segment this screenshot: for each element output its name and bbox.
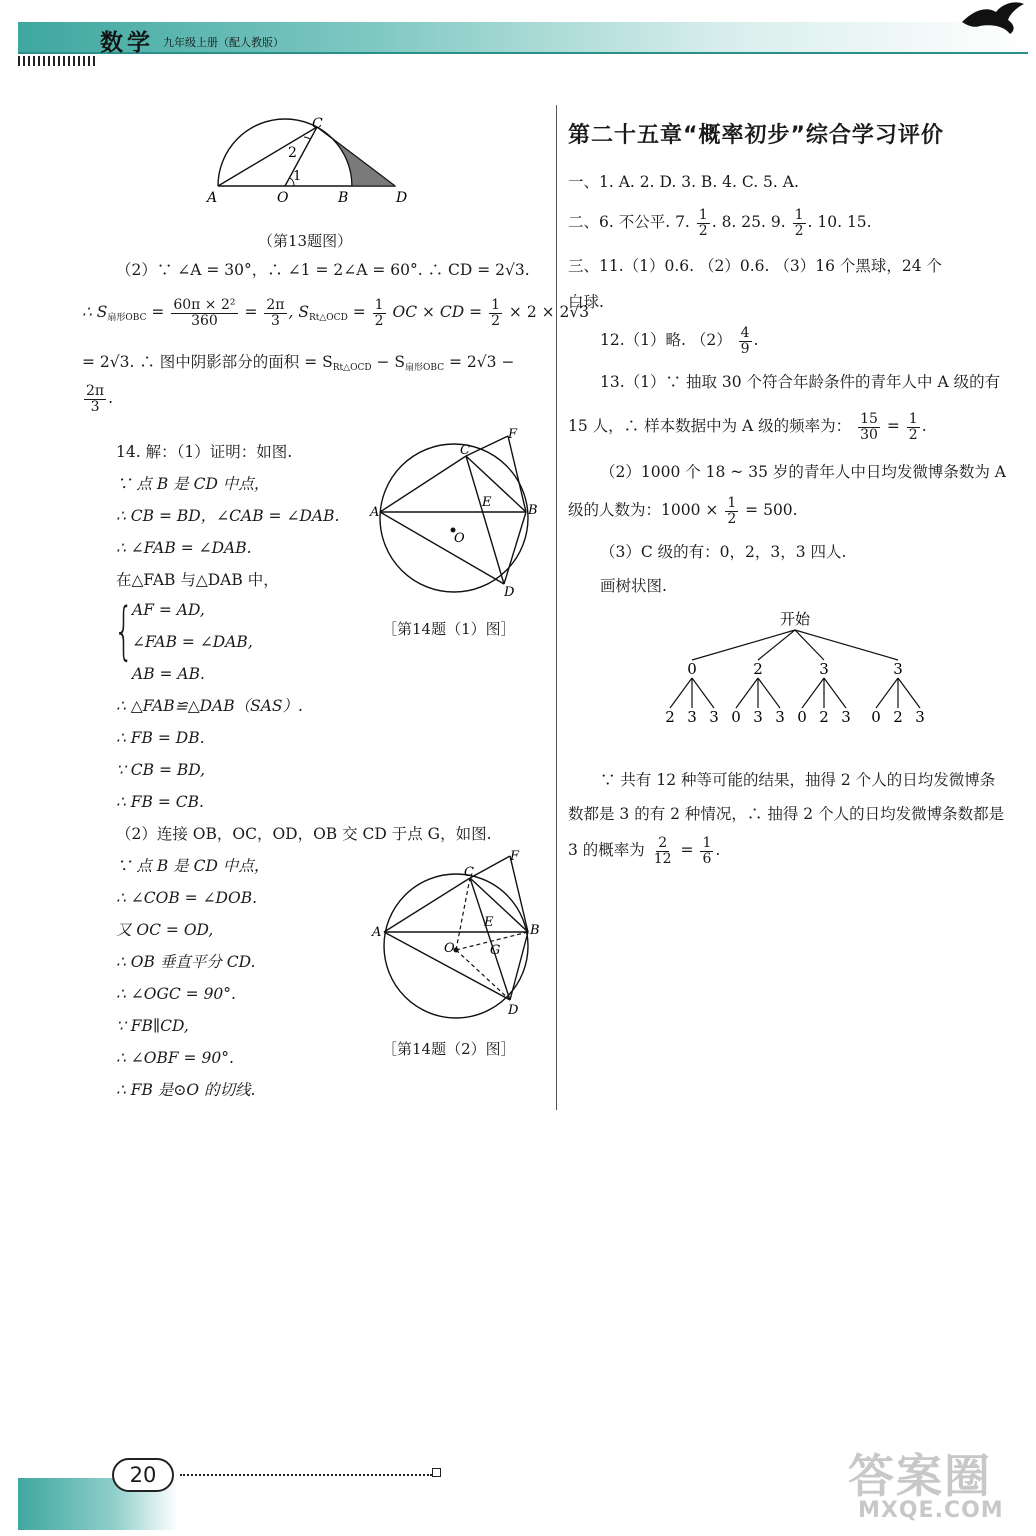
s13-frac3 xyxy=(725,496,738,527)
tree-node-l2: 3 xyxy=(775,708,785,726)
frac-den: 3 xyxy=(270,312,280,329)
s13-l9-c: . xyxy=(715,841,721,859)
p14-line5: 在△FAB 与△DAB 中， xyxy=(116,571,279,589)
tree-branch-l1 xyxy=(758,630,795,660)
watermark xyxy=(848,1440,1028,1530)
p13-frac5 xyxy=(84,384,106,415)
frac-den: 6 xyxy=(702,850,712,867)
p14-line1: 14. 解：（1）证明：如图. xyxy=(116,443,293,461)
p13-ocxcd: OC × CD = xyxy=(392,303,483,321)
tree-nodes xyxy=(665,660,925,726)
tree-node-l2: 2 xyxy=(665,708,675,726)
fig14-1-caption: ［第14题（1）图］ xyxy=(382,620,516,638)
brace-symbol: { xyxy=(113,594,134,667)
tree-root: 开始 xyxy=(779,610,811,628)
fig13-caption: （第13题图） xyxy=(258,232,353,250)
frac-den: 9 xyxy=(740,340,750,357)
p14-line8: ∵ CB = BD, xyxy=(116,761,206,779)
fig14-2-label-g: G xyxy=(490,943,501,958)
fig14-2-label-f: F xyxy=(510,849,520,864)
tree-node-l2: 2 xyxy=(819,708,829,726)
frac-num: 1 xyxy=(794,206,804,223)
frac-num: 1 xyxy=(374,296,384,313)
frac-den: 360 xyxy=(191,312,218,329)
s13-frac5 xyxy=(700,836,713,867)
p13-product: × 2 × 2√3 xyxy=(508,303,590,321)
s13-l2-b: = xyxy=(886,417,900,435)
p13-l3-sub1: Rt△OCD xyxy=(332,363,372,373)
frac-num: 1 xyxy=(698,206,708,223)
answers-13-line3: （2）1000 个 18 ~ 35 岁的青年人中日均发微博条数为 A xyxy=(600,463,1006,481)
fig13-label-angle1: 1 xyxy=(293,169,302,184)
p14-line16: ∵ FB∥CD, xyxy=(116,1017,189,1035)
fig14-1-label-c: C xyxy=(460,443,470,458)
p13-s-label2: , S xyxy=(288,303,309,321)
p14-line14: ∴ OB 垂直平分 CD. xyxy=(116,953,256,971)
tree-node-l2: 0 xyxy=(797,708,807,726)
frac-num: 1 xyxy=(908,410,918,427)
tree-branch-l2 xyxy=(876,678,898,708)
p13-eq3: = xyxy=(352,303,366,321)
p14-line7: ∴ FB = DB. xyxy=(116,729,205,747)
fig14-2-label-c: C xyxy=(464,865,474,880)
answers-13-line4 xyxy=(568,494,798,527)
s2-part-c: . 10. 15. xyxy=(807,213,872,231)
p14-line18: ∴ FB 是⊙O 的切线. xyxy=(116,1081,256,1099)
frac-num: 1 xyxy=(491,296,500,313)
fig14-1-label-f: F xyxy=(508,427,518,442)
frac-den: 3 xyxy=(90,398,100,415)
s2-frac2 xyxy=(793,208,806,239)
tree-branch-l2 xyxy=(824,678,846,708)
p14-brace-2: ∠FAB = ∠DAB, xyxy=(132,633,253,651)
tree-branch-l2 xyxy=(802,678,824,708)
p13-frac2 xyxy=(264,298,286,329)
p13-line1: （2）∵ ∠A = 30°，∴ ∠1 = 2∠A = 60°. ∴ CD = 2√3. xyxy=(116,261,530,279)
s13-frac1 xyxy=(858,412,880,443)
tree-node-l2: 0 xyxy=(871,708,881,726)
s13-l9-b: = xyxy=(680,841,694,859)
frac-num: 60π × 2² xyxy=(173,296,236,313)
p14-brace-3: AB = AB. xyxy=(132,665,205,683)
fig14-1-label-d: D xyxy=(504,585,515,600)
p13-frac4 xyxy=(489,298,502,329)
p13-line3 xyxy=(82,346,514,384)
s13-l2-c: . xyxy=(921,417,927,435)
tree-node-l1: 3 xyxy=(819,660,829,678)
fig14-2-label-a: A xyxy=(372,925,382,940)
p14-line13: 又 OC = OD, xyxy=(116,921,214,939)
frac-num: 4 xyxy=(740,324,750,341)
p14-line2: ∵ 点 B 是 CD 中点， xyxy=(116,475,270,493)
s12-part-b: . xyxy=(753,331,759,349)
frac-num: 1 xyxy=(727,494,737,511)
p13-l3c: = 2√3 − xyxy=(444,353,515,371)
p13-frac1 xyxy=(171,298,237,329)
tree-branch-l2 xyxy=(670,678,692,708)
fig13-label-b: B xyxy=(338,190,349,206)
frac-den: 30 xyxy=(860,426,878,443)
tree-branch-l2 xyxy=(736,678,758,708)
s12-part-a: 12.（1）略. （2） xyxy=(600,331,732,349)
p13-l3b: − S xyxy=(371,353,406,371)
p14-line15: ∴ ∠OGC = 90°. xyxy=(116,985,236,1003)
fig13-label-o: O xyxy=(277,190,289,206)
tree-node-l1: 0 xyxy=(687,660,697,678)
page-number: 20 xyxy=(112,1458,174,1492)
p14-line10: （2）连接 OB，OC，OD，OB 交 CD 于点 G，如图. xyxy=(116,825,492,843)
footer-end-square xyxy=(432,1468,441,1477)
fig14-2-caption: ［第14题（2）图］ xyxy=(382,1040,516,1058)
s2-part-a: 二、6. 不公平. 7. xyxy=(568,213,690,231)
barcode-strip xyxy=(18,56,96,66)
tree-node-l2: 2 xyxy=(893,708,903,726)
fig14-1-label-o: O xyxy=(454,531,465,546)
p13-frac3 xyxy=(373,298,386,329)
frac-num: 2π xyxy=(86,382,105,399)
tree-node-l1: 3 xyxy=(893,660,903,678)
frac-num: 15 xyxy=(860,410,878,427)
frac-den: 2 xyxy=(374,312,384,329)
p14-line11: ∵ 点 B 是 CD 中点， xyxy=(116,857,270,875)
answers-11-line2: 白球. xyxy=(568,293,604,311)
answers-section-2 xyxy=(568,206,872,239)
p14-line4: ∴ ∠FAB = ∠DAB. xyxy=(116,539,252,557)
answers-13-line6: 画树状图. xyxy=(600,577,667,595)
tree-branch-l1 xyxy=(795,630,898,660)
fig14-2-label-b: B xyxy=(530,923,540,938)
p13-l3-sub2: 扇形OBC xyxy=(405,363,445,373)
p14-line12: ∴ ∠COB = ∠DOB. xyxy=(116,889,258,907)
frac-num: 1 xyxy=(702,834,712,851)
s13-frac2 xyxy=(907,412,920,443)
p13-line2 xyxy=(82,296,589,334)
tree-branches xyxy=(670,630,920,708)
fig14-2-label-o: O xyxy=(444,941,455,956)
chapter-title: 第二十五章“概率初步”综合学习评价 xyxy=(568,123,944,148)
fig14-1-label-a: A xyxy=(370,505,380,520)
p14-brace-1: AF = AD, xyxy=(132,601,205,619)
grade-edition: 九年级上册（配人教版） xyxy=(163,36,284,49)
fig13-label-d: D xyxy=(396,190,408,206)
subject-title: 数学 xyxy=(100,30,154,56)
answers-13-line9 xyxy=(568,834,720,867)
fig13-label-c: C xyxy=(312,116,323,132)
fig13-label-angle2: 2 xyxy=(288,145,297,161)
s13-l4-a: 级的人数为：1000 × xyxy=(568,501,719,519)
column-divider xyxy=(556,105,557,1110)
p14-line9: ∴ FB = CB. xyxy=(116,793,204,811)
tree-diagram xyxy=(650,606,940,732)
s13-l9-a: 3 的概率为 xyxy=(568,841,645,859)
s2-frac1 xyxy=(697,208,710,239)
frac-den: 2 xyxy=(491,312,500,329)
tree-node-l2: 3 xyxy=(709,708,719,726)
s2-part-b: . 8. 25. 9. xyxy=(711,213,786,231)
bird-logo-icon xyxy=(960,0,1026,40)
tree-branch-l2 xyxy=(758,678,780,708)
s12-frac xyxy=(739,326,752,357)
answers-11-line1: 三、11.（1）0.6. （2）0.6. （3）16 个黑球，24 个 xyxy=(568,257,943,275)
p13-l4-end: . xyxy=(108,389,114,407)
figure-13 xyxy=(200,112,420,212)
answers-13-line5: （3）C 级的有：0，2，3，3 四人. xyxy=(600,543,847,561)
tree-node-l2: 3 xyxy=(915,708,925,726)
answers-13-line2 xyxy=(568,410,927,443)
tree-node-l2: 3 xyxy=(753,708,763,726)
answers-13-line8: 数都是 3 的有 2 种情况，∴ 抽得 2 个人的日均发微博条数都是 xyxy=(568,805,1005,823)
frac-den: 2 xyxy=(794,222,804,239)
figure-14-1 xyxy=(368,424,548,602)
header-rule xyxy=(18,52,1028,54)
p13-line4 xyxy=(82,382,113,415)
fig13-label-a: A xyxy=(207,190,218,206)
frac-den: 2 xyxy=(698,222,708,239)
frac-num: 2 xyxy=(658,834,668,851)
fig14-2-label-d: D xyxy=(508,1003,519,1018)
fig14-1-label-e: E xyxy=(482,495,492,510)
p13-s-label: ∴ S xyxy=(82,303,108,321)
watermark-url: MXQE.COM xyxy=(858,1498,1004,1523)
tree-branch-l1 xyxy=(692,630,795,660)
figure-14-2 xyxy=(368,848,548,1026)
tree-node-l2: 0 xyxy=(731,708,741,726)
tree-node-l2: 3 xyxy=(687,708,697,726)
answers-13-line1: 13.（1）∵ 抽取 30 个符合年龄条件的青年人中 A 级的有 xyxy=(600,373,1001,391)
p13-eq1: = xyxy=(151,303,165,321)
p13-l3a: = 2√3. ∴ 图中阴影部分的面积 = S xyxy=(82,353,333,371)
p13-eq2: = xyxy=(244,303,258,321)
tree-branch-l2 xyxy=(692,678,714,708)
p13-s-sub2: Rt△OCD xyxy=(308,313,348,323)
p14-line6: ∴ △FAB≌△DAB（SAS）. xyxy=(116,697,303,715)
watermark-logo: 答案圈 xyxy=(848,1449,992,1503)
frac-num: 2π xyxy=(266,296,285,313)
page-header xyxy=(0,0,1036,70)
tree-branch-l2 xyxy=(898,678,920,708)
tree-node-l1: 2 xyxy=(753,660,763,678)
answers-section-1: 一、1. A. 2. D. 3. B. 4. C. 5. A. xyxy=(568,173,799,191)
footer-dotted-rule xyxy=(180,1474,432,1476)
s13-l4-b: = 500. xyxy=(745,501,798,519)
tree-node-l2: 3 xyxy=(841,708,851,726)
frac-den: 2 xyxy=(727,510,737,527)
p14-line3: ∴ CB = BD，∠CAB = ∠DAB. xyxy=(116,507,340,525)
p13-s-sub1: 扇形OBC xyxy=(107,313,147,323)
frac-den: 12 xyxy=(653,850,672,867)
fig14-1-label-b: B xyxy=(528,503,538,518)
p14-line17: ∴ ∠OBF = 90°. xyxy=(116,1049,234,1067)
answers-13-line7: ∵ 共有 12 种等可能的结果，抽得 2 个人的日均发微博条 xyxy=(600,771,996,789)
answers-12 xyxy=(600,324,759,357)
frac-den: 2 xyxy=(908,426,918,443)
s13-frac4 xyxy=(652,836,674,867)
s13-l2-a: 15 人，∴ 样本数据中为 A 级的频率为： xyxy=(568,417,852,435)
fig14-2-label-e: E xyxy=(484,915,494,930)
